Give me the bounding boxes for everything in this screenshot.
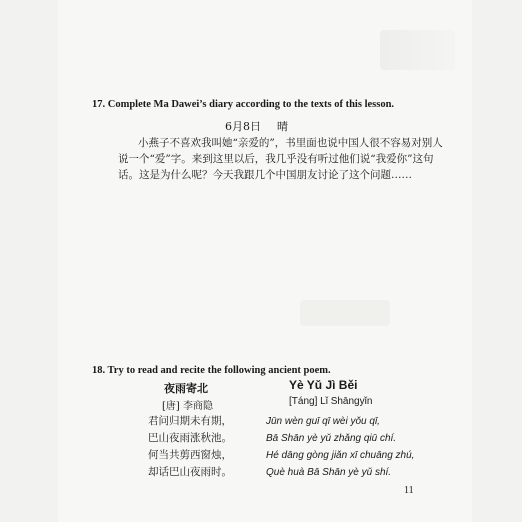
diary-text [118, 135, 443, 183]
poem-line-zh: 巴山夜雨涨秋池。 [148, 432, 232, 444]
bleed-through-mark [300, 300, 390, 326]
poem-author-pinyin: [Táng] Lǐ Shāngyǐn [289, 396, 373, 407]
poem-title-chinese: 夜雨寄北 [164, 382, 208, 395]
poem-title-pinyin: Yè Yǔ Jì Běi [289, 378, 358, 392]
poem-line-zh: 却话巴山夜雨时。 [148, 466, 232, 478]
poem-line-zh: 何当共剪西窗烛， [148, 449, 232, 461]
poem-line-py: Què huà Bā Shān yè yǔ shí. [266, 467, 392, 478]
exercise-18-title: 18. Try to read and recite the following ancient poem. [92, 365, 331, 376]
poem-lines-pinyin [266, 413, 414, 481]
diary-line: 说一个“爱”字。来到这里以后，我几乎没有听过他们说“我爱你”这句 [118, 153, 434, 165]
poem-line-py: Jūn wèn guī qī wèi yǒu qī, [266, 416, 380, 427]
exercise-17-title: 17. Complete Ma Dawei’s diary according to the texts of this lesson. [92, 99, 395, 110]
diary-date-line [225, 118, 288, 134]
diary-line: 小燕子不喜欢我叫她“亲爱的”，书里面也说中国人很不容易对别人 [138, 137, 443, 149]
page-number: 11 [404, 485, 414, 496]
diary-weather: 晴 [277, 120, 288, 133]
poem-author-chinese: [唐] 李商隐 [162, 401, 213, 412]
poem-lines-chinese [148, 413, 232, 481]
poem-line-py: Bā Shān yè yǔ zhǎng qiū chí. [266, 433, 397, 444]
poem-line-py: Hé dāng gòng jiǎn xī chuāng zhú, [266, 450, 415, 461]
bleed-through-mark [380, 30, 455, 70]
diary-line: 话。这是为什么呢？今天我跟几个中国朋友讨论了这个问题…… [118, 169, 412, 181]
poem-line-zh: 君问归期未有期， [148, 415, 232, 427]
diary-date: 6月8日 [225, 120, 261, 133]
